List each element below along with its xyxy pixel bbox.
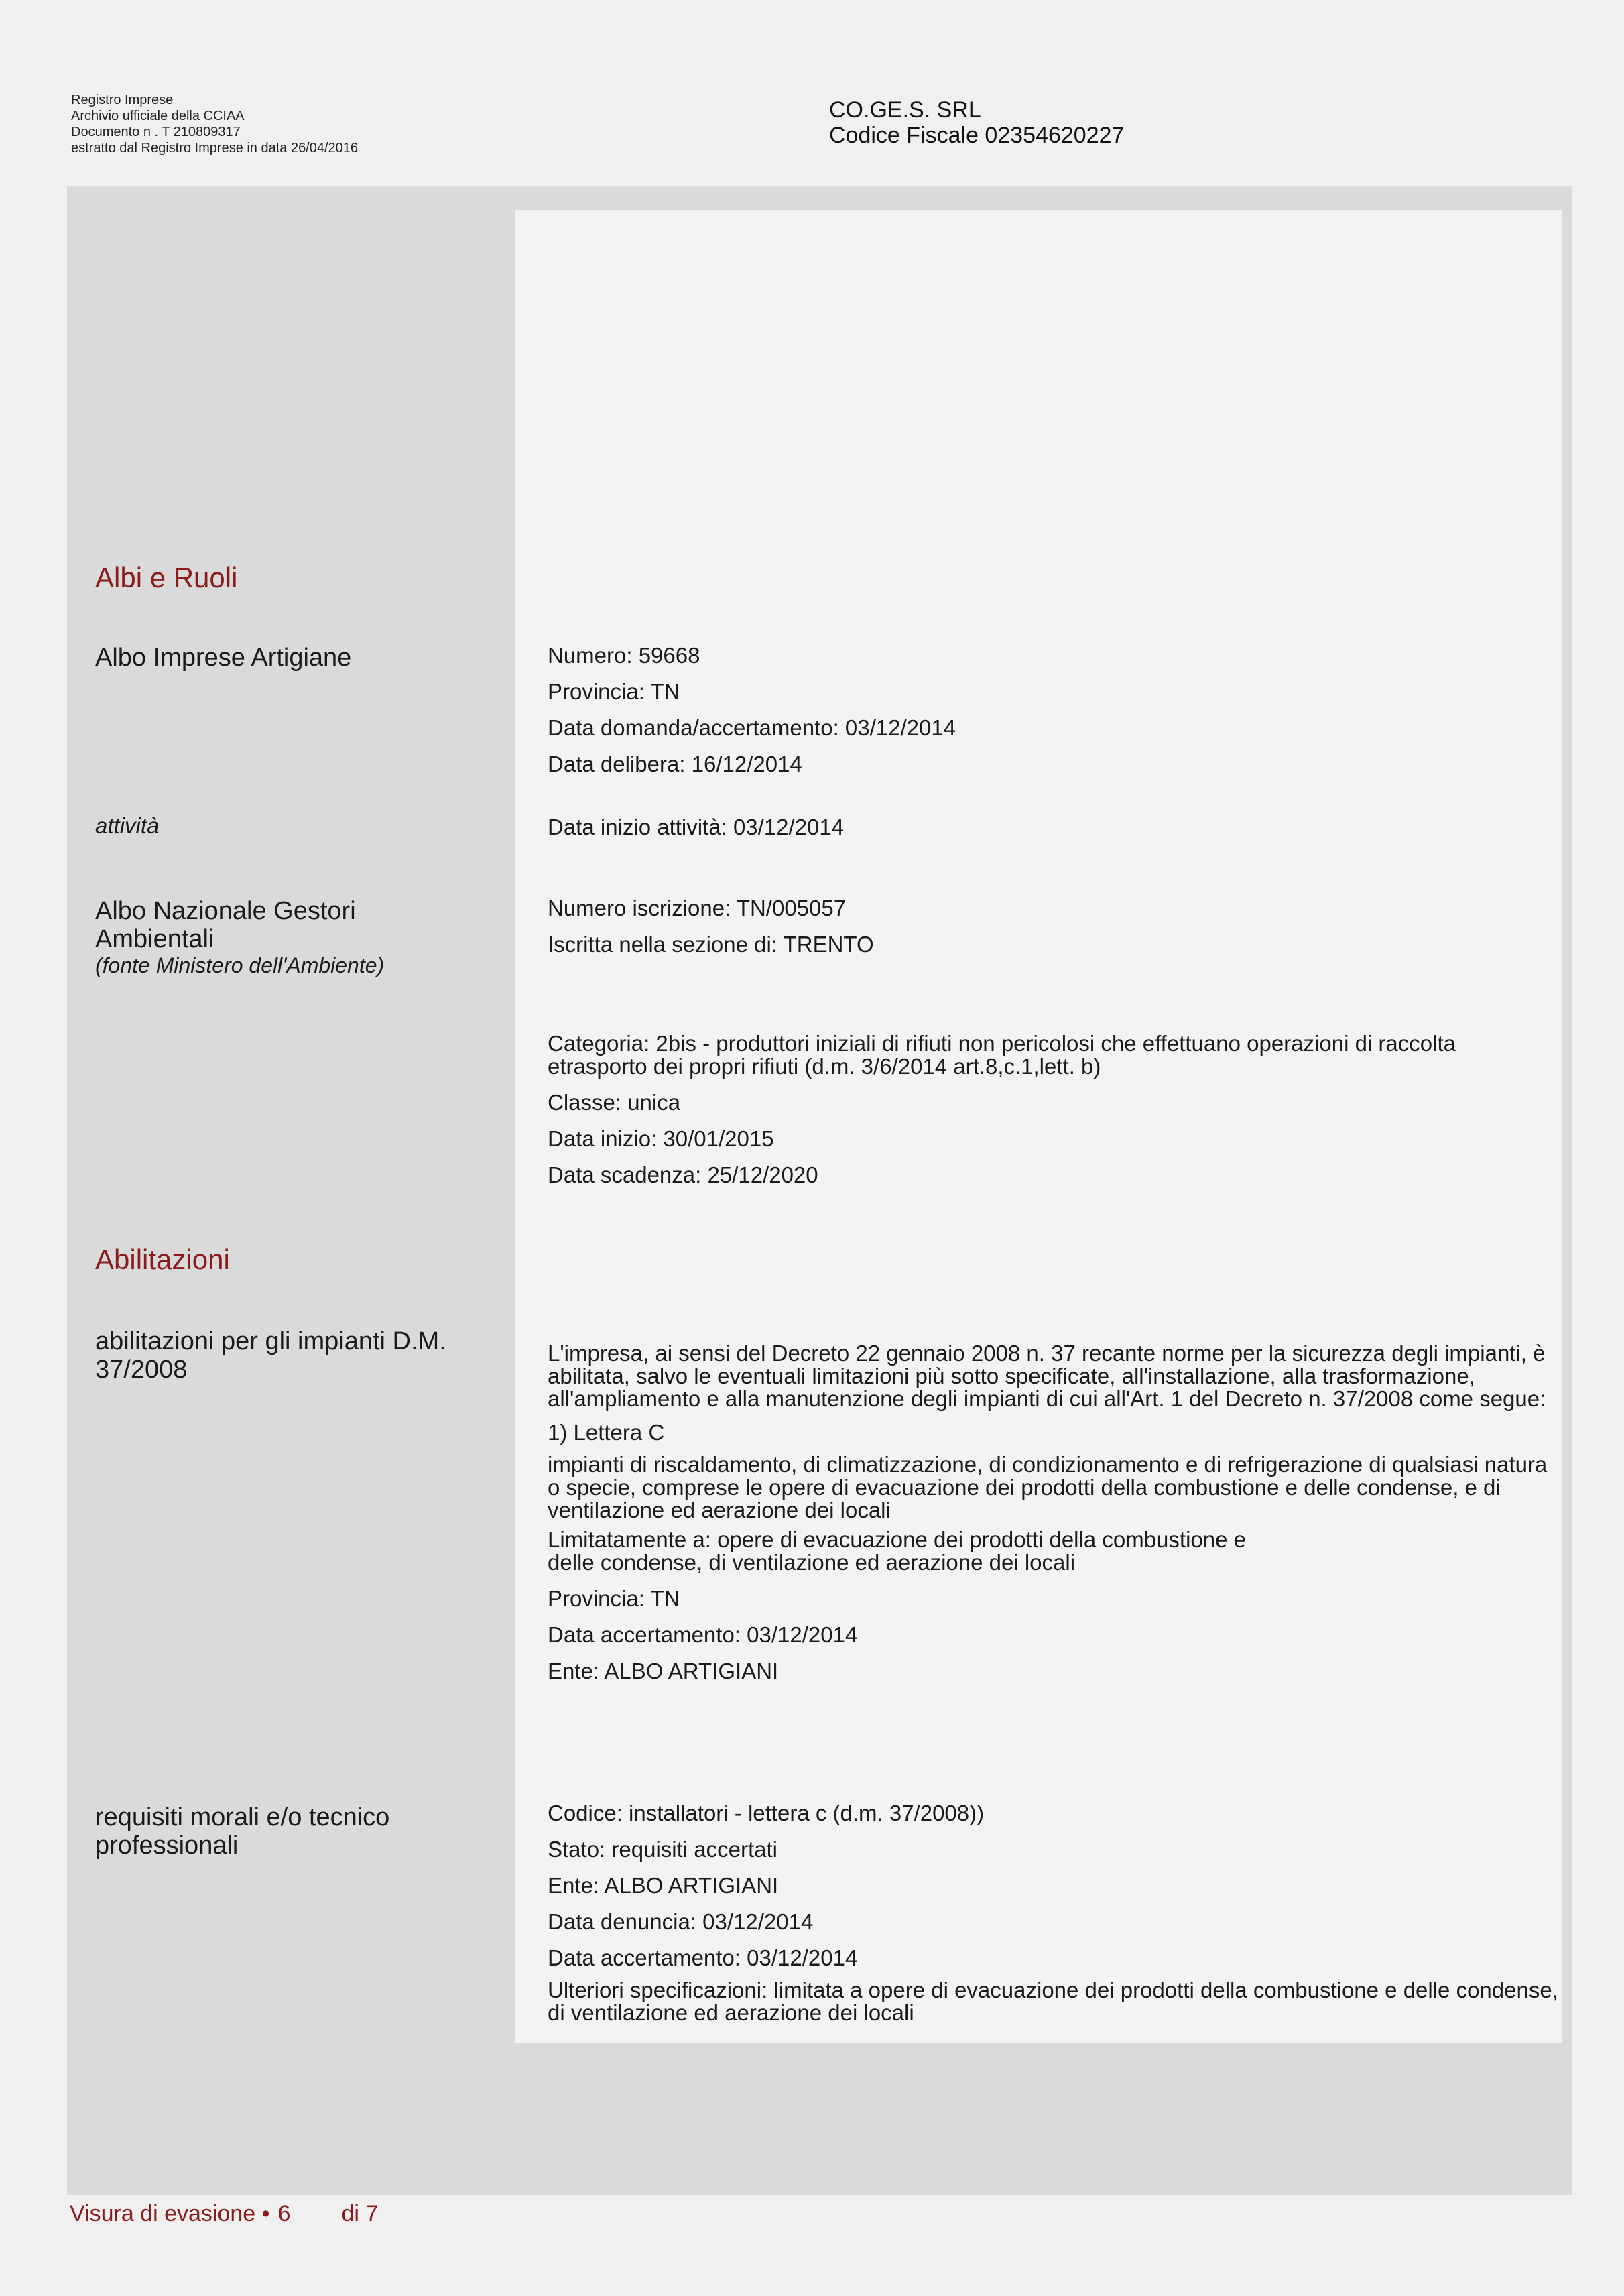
detail-line: Data delibera: 16/12/2014 [548, 751, 802, 776]
detail-line: Numero iscrizione: TN/005057 [548, 896, 847, 920]
detail-line: Classe: unica [548, 1090, 681, 1115]
label-abilitazioni-impianti [95, 1327, 446, 1384]
label-line: Albo Nazionale Gestori [95, 897, 356, 925]
detail-line: Data accertamento: 03/12/2014 [548, 1622, 858, 1647]
header-line: Archivio ufficiale della CCIAA [71, 109, 245, 123]
abilitazioni-details [548, 1342, 1560, 1689]
detail-line: Provincia: TN [548, 1586, 680, 1611]
section-title-abilitazioni: Abilitazioni [95, 1244, 230, 1275]
label-albo-gestori [95, 897, 384, 977]
label-line: Ambientali [95, 925, 214, 953]
detail-line: Data accertamento: 03/12/2014 [548, 1945, 858, 1970]
detail-line: Data denuncia: 03/12/2014 [548, 1909, 814, 1934]
attivita-details [548, 809, 1560, 845]
further-specs: Ulteriori specificazioni: limitata a opere di evacuazione dei prodotti della combustione e delle condense, di ventilazione ed aerazione dei locali [548, 1978, 1558, 2025]
header-line: Documento n . T 210809317 [71, 125, 241, 139]
albo-artigiane-details [548, 638, 1560, 782]
header-line: estratto dal Registro Imprese in data 26/04/2016 [71, 141, 359, 156]
section-title-albi: Albi e Ruoli [95, 562, 238, 593]
page-total: di 7 [341, 2201, 379, 2226]
limitation-line: Limitatamente a: opere di evacuazione dei prodotti della combustione e [548, 1527, 1246, 1552]
page-number: 6 [277, 2201, 291, 2226]
intro-text: L'impresa, ai sensi del Decreto 22 gennaio 2008 n. 37 recante norme per la sicurezza degli impianti, è abilitata, salvo le eventuali limitazioni più sotto specificate, all'installazione, alla trasformazione, all'ampliamento e alla manutenzione degli impianti di cui all'Art. 1 del Decreto n. 37/2008 come segue: [548, 1341, 1546, 1411]
requisiti-details [548, 1795, 1560, 2031]
detail-line: Data inizio attività: 03/12/2014 [548, 814, 845, 839]
detail-line: Data scadenza: 25/12/2020 [548, 1162, 818, 1187]
detail-line: Provincia: TN [548, 679, 680, 704]
limitation-line: delle condense, di ventilazione ed aerazione dei locali [548, 1550, 1076, 1575]
albo-gestori-category [548, 1032, 1560, 1193]
detail-line: Ente: ALBO ARTIGIANI [548, 1658, 779, 1683]
description-text: impianti di riscaldamento, di climatizzazione, di condizionamento e di refrigerazione di qualsiasi natura o specie, comprese le opere di evacuazione dei prodotti della combustione e delle condense, e di ventilazione ed aerazione dei locali [548, 1452, 1548, 1522]
fiscal-code: Codice Fiscale 02354620227 [829, 123, 1125, 148]
company-header [829, 97, 1124, 148]
page-footer [70, 2201, 378, 2227]
label-source: (fonte Ministero dell'Ambiente) [95, 953, 385, 977]
label-line: requisiti morali e/o tecnico [95, 1803, 390, 1831]
detail-line: Codice: installatori - lettera c (d.m. 37/2008)) [548, 1801, 985, 1825]
label-line: abilitazioni per gli impianti D.M. [95, 1327, 446, 1355]
detail-line: Iscritta nella sezione di: TRENTO [548, 932, 874, 957]
footer-label: Visura di evasione • [70, 2201, 270, 2226]
label-albo-artigiane: Albo Imprese Artigiane [95, 644, 352, 672]
limitation-text [548, 1528, 1560, 1574]
detail-line: Data inizio: 30/01/2015 [548, 1126, 774, 1151]
category-text: Categoria: 2bis - produttori iniziali di rifiuti non pericolosi che effettuano operazioni di raccolta etrasporto dei propri rifiuti (d.m. 3/6/2014 art.8,c.1,lett. b) [548, 1031, 1456, 1079]
registry-header [71, 92, 358, 156]
label-line: 37/2008 [95, 1355, 188, 1384]
lettera-line: 1) Lettera C [548, 1420, 665, 1445]
detail-line: Data domanda/accertamento: 03/12/2014 [548, 715, 956, 740]
company-name: CO.GE.S. SRL [829, 97, 981, 123]
detail-line: Numero: 59668 [548, 643, 700, 668]
header-line: Registro Imprese [71, 93, 174, 107]
detail-line: Ente: ALBO ARTIGIANI [548, 1873, 779, 1898]
label-attivita: attività [95, 813, 160, 838]
detail-line: Stato: requisiti accertati [548, 1837, 777, 1862]
albo-gestori-registration [548, 890, 1560, 963]
label-line: professionali [95, 1831, 239, 1860]
label-requisiti [95, 1803, 389, 1860]
